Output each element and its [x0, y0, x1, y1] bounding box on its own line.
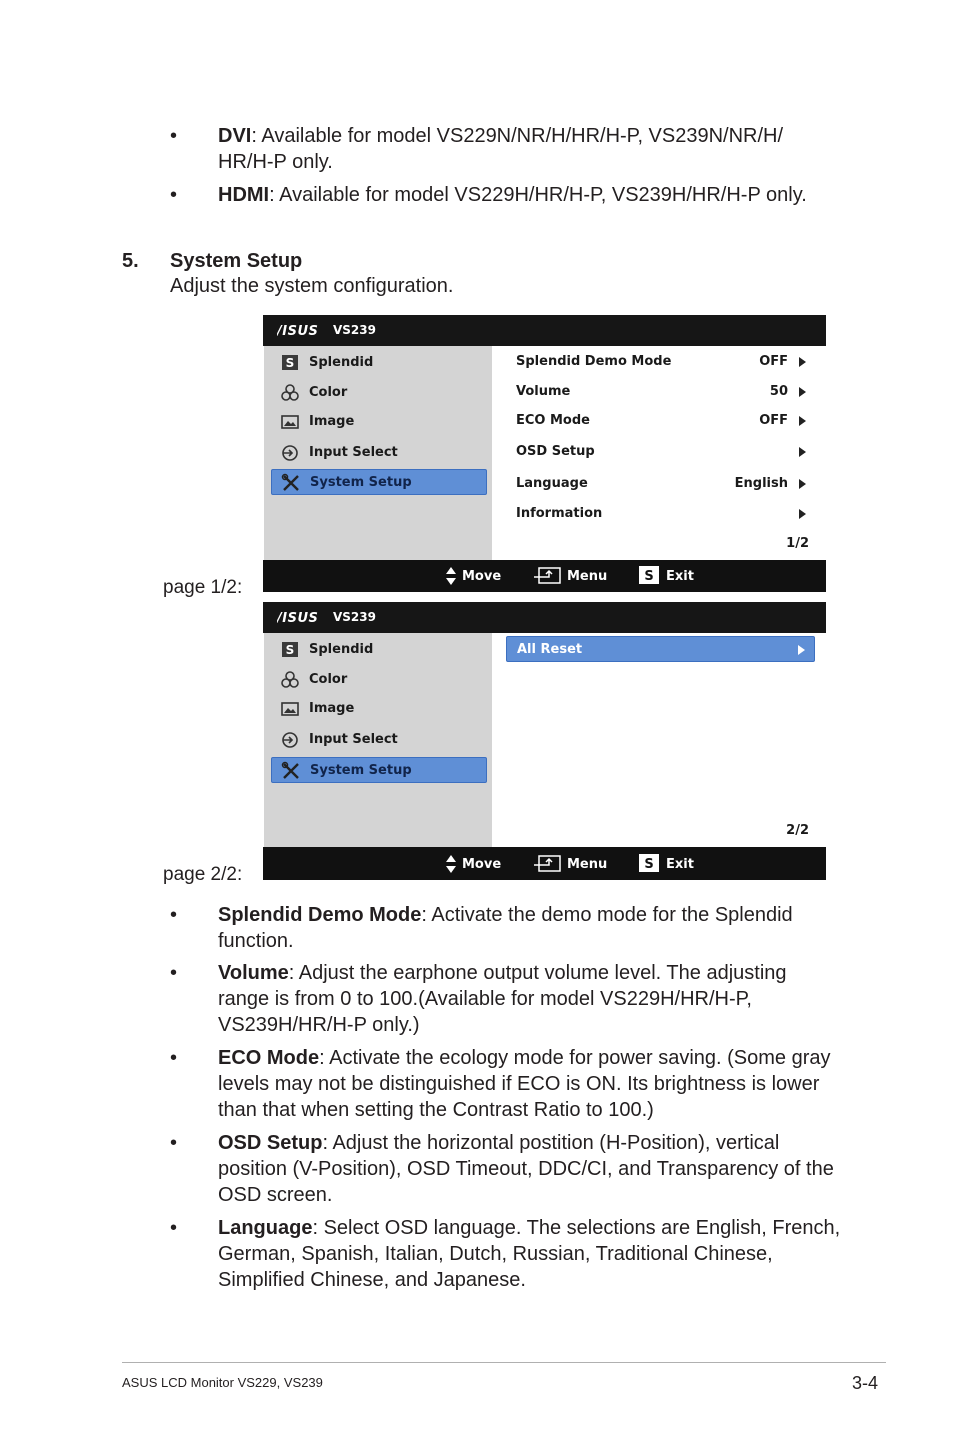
- page-number: 1/2: [786, 536, 809, 551]
- page1-label: page 1/2:: [163, 577, 243, 598]
- bullet-marker: •: [170, 1132, 178, 1154]
- section-number: 5.: [122, 250, 139, 272]
- nav-move[interactable]: Move: [445, 560, 515, 591]
- page-number: 2/2: [786, 823, 809, 838]
- arrow-right-icon: [798, 645, 805, 655]
- asus-logo: [277, 323, 327, 337]
- osd-nav-bar: [263, 848, 826, 879]
- nav-menu[interactable]: Menu: [533, 560, 613, 591]
- color-icon: [280, 670, 300, 690]
- bullet-volume: Volume: Adjust the earphone output volume level. The adjusting range is from 0 to 100.(Available for model VS229H/HR/H-P, VS239H/HR/H-P only.): [218, 962, 787, 1036]
- section-description: Adjust the system configuration.: [170, 275, 454, 297]
- menu-enter-icon: [533, 855, 561, 873]
- option-splendid-demo-mode[interactable]: Splendid Demo Mode OFF: [516, 352, 808, 372]
- menu-item-splendid[interactable]: S Splendid: [271, 350, 487, 376]
- tools-icon: [281, 473, 301, 493]
- svg-text:/ISUS: /ISUS: [277, 611, 319, 624]
- up-down-arrow-icon: [445, 566, 457, 586]
- bullet-osd-setup: OSD Setup: Adjust the horizontal postition (H-Position), vertical position (V-Position), OSD Timeout, DDC/CI, and Transparency of the OSD screen.: [218, 1132, 834, 1206]
- option-information[interactable]: Information: [516, 504, 808, 524]
- option-language[interactable]: Language English: [516, 474, 808, 494]
- menu-enter-icon: [533, 567, 561, 585]
- osd-panel-page1: [263, 315, 826, 592]
- svg-text:/ISUS: /ISUS: [277, 324, 319, 337]
- section-title: System Setup: [170, 250, 303, 272]
- arrow-right-icon: [799, 357, 806, 367]
- nav-exit[interactable]: S Exit: [639, 560, 709, 591]
- option-osd-setup[interactable]: OSD Setup: [516, 442, 808, 462]
- footer-divider: [122, 1362, 886, 1363]
- bullet-marker: •: [170, 1047, 178, 1069]
- option-eco-mode[interactable]: ECO Mode OFF: [516, 411, 808, 431]
- menu-item-image[interactable]: Image: [271, 409, 487, 435]
- osd-panel-page2: [263, 602, 826, 880]
- osd-nav-bar: [263, 560, 826, 591]
- up-down-arrow-icon: [445, 854, 457, 874]
- arrow-right-icon: [799, 479, 806, 489]
- splendid-icon: [280, 640, 300, 660]
- svg-text:S: S: [285, 356, 295, 370]
- menu-item-image[interactable]: Image: [271, 696, 487, 722]
- arrow-right-icon: [799, 509, 806, 519]
- model-name: VS239: [333, 323, 376, 337]
- osd-menu: [264, 633, 492, 847]
- asus-logo: [277, 610, 327, 624]
- nav-move[interactable]: Move: [445, 848, 515, 879]
- image-icon: [280, 699, 300, 719]
- arrow-right-icon: [799, 387, 806, 397]
- bullet-marker: •: [170, 962, 178, 984]
- osd-title-bar: [263, 315, 826, 346]
- tools-icon: [281, 761, 301, 781]
- nav-menu[interactable]: Menu: [533, 848, 613, 879]
- bullet-marker: •: [170, 904, 178, 926]
- menu-item-color[interactable]: Color: [271, 380, 487, 406]
- input-select-icon: [280, 730, 300, 750]
- osd-options: [493, 633, 825, 847]
- s-key-icon: [639, 566, 659, 584]
- nav-exit[interactable]: S Exit: [639, 848, 709, 879]
- footer-title: ASUS LCD Monitor VS229, VS239: [122, 1375, 323, 1390]
- bullet-dvi: DVI: Available for model VS229N/NR/H/HR/H-P, VS239N/NR/H/ HR/H-P only.: [218, 125, 784, 173]
- menu-item-splendid[interactable]: S Splendid: [271, 637, 487, 663]
- menu-item-input-select[interactable]: Input Select: [271, 440, 487, 466]
- menu-item-color[interactable]: Color: [271, 667, 487, 693]
- bullet-marker: •: [170, 1217, 178, 1239]
- option-volume[interactable]: Volume 50: [516, 382, 808, 402]
- input-select-icon: [280, 443, 300, 463]
- s-key-label: S: [644, 569, 654, 584]
- osd-menu: [264, 346, 492, 560]
- menu-item-system-setup[interactable]: System Setup: [271, 757, 487, 783]
- page2-label: page 2/2:: [163, 864, 243, 885]
- page-number-footer: 3-4: [852, 1373, 879, 1393]
- bullet-hdmi: HDMI: Available for model VS229H/HR/H-P, VS239H/HR/H-P only.: [218, 184, 807, 206]
- svg-text:S: S: [285, 643, 295, 657]
- osd-options: [493, 346, 825, 560]
- arrow-right-icon: [799, 416, 806, 426]
- bullet-splendid-demo-mode: Splendid Demo Mode: Activate the demo mode for the Splendid function.: [218, 904, 793, 952]
- option-all-reset[interactable]: All Reset: [506, 636, 815, 662]
- osd-title-bar: [263, 602, 826, 633]
- model-name: VS239: [333, 610, 376, 624]
- s-key-label: S: [644, 857, 654, 872]
- bullet-eco-mode: ECO Mode: Activate the ecology mode for power saving. (Some gray levels may not be distinguished if ECO is ON. Its brightness is lower than that when setting the Contrast Ratio to 100.): [218, 1047, 831, 1121]
- menu-item-input-select[interactable]: Input Select: [271, 727, 487, 753]
- bullet-marker: •: [170, 184, 178, 206]
- menu-item-system-setup[interactable]: System Setup: [271, 469, 487, 495]
- arrow-right-icon: [799, 447, 806, 457]
- image-icon: [280, 412, 300, 432]
- s-key-icon: [639, 854, 659, 872]
- color-icon: [280, 383, 300, 403]
- bullet-language: Language: Select OSD language. The selections are English, French, German, Spanish, Italian, Dutch, Russian, Traditional Chinese, Simplified Chinese, and Japanese.: [218, 1217, 841, 1291]
- bullet-marker: •: [170, 125, 178, 147]
- splendid-icon: [280, 353, 300, 373]
